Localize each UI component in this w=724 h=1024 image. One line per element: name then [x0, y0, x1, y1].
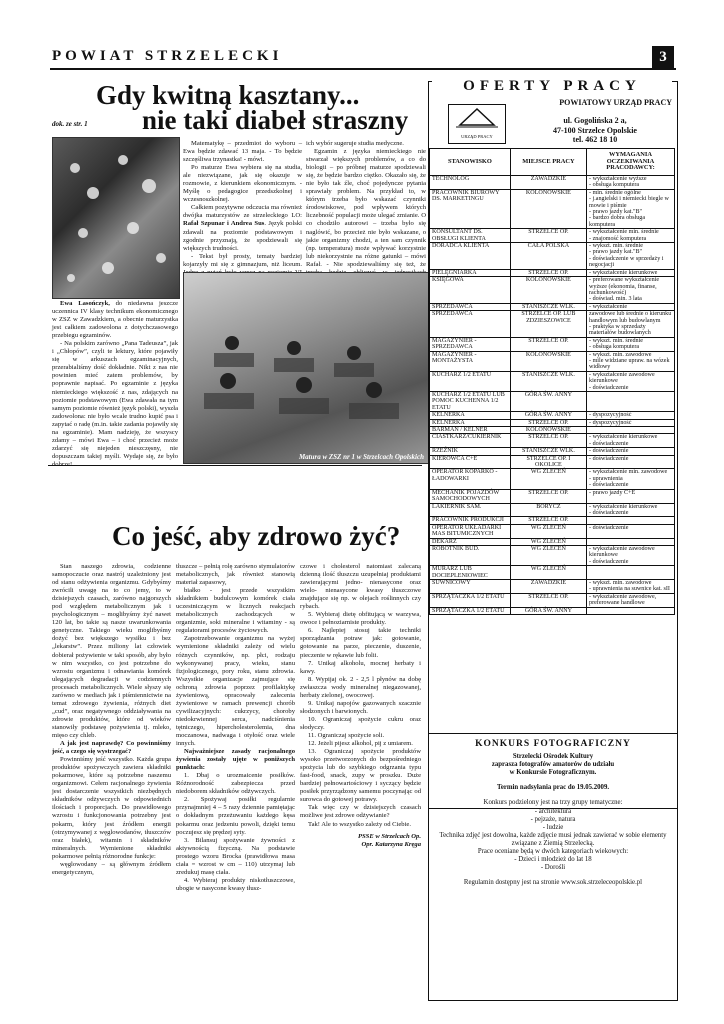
job-title-cell: MAGAZYNIER - MONTAŻYSTA: [430, 351, 511, 371]
paragraph: Po maturze Ewa wybiera się na studia, ale niezwiązane, jak się okazuje w rozmowie, z kierunkiem ekonomicznym. - Myślę o pedagogice przedszkolnej i wczesnoszkolnej.: [183, 164, 302, 204]
requirements-cell: - wykształcenie kierunkowe - doświadczenie: [587, 434, 675, 448]
requirements-cell: - wykszt. min. zawodowe - mile widziane upraw. na wózek widłowy: [587, 351, 675, 371]
column-header: STANOWISKO: [430, 149, 511, 176]
requirements-cell: - dyspozycyjność: [587, 412, 675, 419]
job-title-cell: KELNERKA: [430, 419, 511, 426]
paragraph: [183, 204, 302, 252]
list-item: 4. Wybieraj produkty niskotłuszczowe, ubogie w nasycone kwasy tłusz-: [176, 876, 295, 892]
table-row: [430, 517, 675, 524]
divider: [48, 465, 422, 466]
article2-column-2: [176, 563, 295, 893]
contest-topic: - pejzaże, natura: [530, 815, 576, 823]
contest-line1: zaprasza fotografów amatorów do udziału: [491, 761, 615, 769]
requirements-cell: - wykształcenie kierunkowe: [587, 269, 675, 276]
paragraph: Egzamin z języka niemieckiego nie stwarzał większych problemów, a co do biologii – po próbnej maturze spodziewali się, że będzie bardzo ciężko. Okazało się, że nie było tak źle, choć pojedyncze pytania sprawiały problem. Na przykład to, w którym trzeba było wskazać czynniki środowiskowe, pod wpływem których liczebność populacji może ulegać zmianie. O co chodziło autorowi – trzeba było się naglówić, bo przecież nie było wskazane, o jakie organizmy chodzi, a ten sam czynnik (np. temperatura) może wpływać korzystnie lub niekorzystnie na różne gatunki – mówi Rafał. - Nie spodziewaliśmy się też, że: [306, 148, 426, 268]
chestnut-blossom-icon: [53, 138, 179, 298]
paragraph: - Na polskim zarówno „Pana Tadeusza”, jak i „Chłopów”, czyli te lektury, które pojawiły się w arkuszach egzaminacyjnych, przerabialiśmy dość dokładnie. Nikt z nas nie powinien mieć zatem problemów, by poprawnie napisać. Po egzaminie z języka niemieckiego większość z nas, zdających na poziomie podstawowym (Ewa zdawała na tym samym poziomie również język polski), wyszła zadowolona: nie było wcale trudno kupić psa i zapytać o radę (m.in. takie zadania pojawiły się na egzaminie). Mam nadzieję, że wszyscy zdamy – mówi Ewa – i choć przecież może zdarzyć się niejeden nieszczęsny, nie dopuszczam takiej myśli. Wydaje się, że było: [52, 340, 178, 460]
paragraph: czowe i cholesterol natomiast zalecaną dzienną ilość tłuszczu uzupełniaj produktami zawierającymi jedno- nienasycone oraz wielo- nienasycone kwasy tłuszczowe znajdujące się np. w olejach roślinnych czy rybach.: [300, 563, 421, 611]
requirements-cell: - wykształcenie min. zawodowe - uprawnienia - doświadczenie: [587, 469, 675, 489]
job-title-cell: PRACOWNIK BIUROWY DS. MARKETINGU: [430, 189, 511, 228]
job-title-cell: MAGAZYNIER - SPRZEDAWCA: [430, 337, 511, 351]
section-title: POWIAT STRZELECKI: [52, 48, 283, 64]
workplace-cell: KOLONOWSKIE: [510, 277, 586, 304]
signature-line2: Opr. Katarzyna Kręga: [361, 840, 421, 848]
column-header: MIEJSCE PRACY: [510, 149, 586, 176]
table-row: [430, 189, 675, 228]
workplace-cell: STRZELCE OP. I OKOLICE: [510, 455, 586, 469]
photo-chestnut-blossom: [52, 137, 180, 299]
contest-organizer: Strzelecki Ośrodek Kultury: [512, 753, 594, 761]
requirements-cell: [587, 566, 675, 580]
requirements-cell: [587, 427, 675, 434]
requirements-cell: - min. średnie ogólne - j.angielski i niemiecki biegle w mowie i piśmie - prawo jazdy kat."B" - bardzo dobra obsługa komputera: [587, 189, 675, 228]
paragraph: białko - jest przede wszystkim składnikiem budulcowym komórek ciała uczestniczącym w licznych reakcjach metabolicznych zachodzących w organizmie, soki mineralne i witaminy - są regulatorami procesów życiowych.: [176, 587, 295, 635]
job-offers-table: [429, 148, 675, 615]
paragraph: Powinniśmy jeść wszystko. Każda grupa produktów spożywczych zawiera składniki pokarmowe, które są potrzebne naszemu organizmowi. Cełem racjonalnego żywienia jest dostarczenie wszystkich niezbędnych składników odżywczych w odpowiednich ilościach i proporcjach. Do prawidłowego wzrostu i funkcjonowania potrzebny jest pokarm, który jest źródłem energii (otrzymywanej z węglowodanów, tłuszczów oraz białek), witamin i składników mineralnych. Wymienione składniki pokarmowe pełnią różnorodne funkcje:: [52, 756, 171, 860]
paragraph: Tak więc czy w dzisiejszych czasach możliwe jest zdrowe odżywianie?: [300, 804, 421, 820]
requirements-cell: - wykszt. min. średnie - obsługa komputera: [587, 337, 675, 351]
requirements-cell: - wykształcenie min. średnie - znajomość komputera: [587, 229, 675, 243]
job-title-cell: DORADCA KLIENTA: [430, 243, 511, 270]
table-row: [430, 229, 675, 243]
workplace-cell: ZAWADZKIE: [510, 579, 586, 593]
office-logo: [448, 104, 506, 144]
article2-column-1: [52, 563, 171, 877]
address-line-2: 47-100 Strzelce Opolskie: [553, 125, 637, 135]
table-header-row: [430, 149, 675, 176]
job-title-cell: KIEROWCA C+E: [430, 455, 511, 469]
workplace-cell: KOLONOWSKIE: [510, 189, 586, 228]
table-row: [430, 469, 675, 489]
workplace-cell: WG ZLECEŃ: [510, 538, 586, 545]
workplace-cell: KOLONOWSKIE: [510, 427, 586, 434]
workplace-cell: STRZELCE OP.: [510, 489, 586, 503]
table-row: [430, 489, 675, 503]
paragraph: tłuszcze – pełnią rolę zarówno stymulatorów metabolicznych, jak również stanowią materiał zapasowy,: [176, 563, 295, 587]
job-title-cell: PIELĘGNIARKA: [430, 269, 511, 276]
table-row: [430, 427, 675, 434]
table-row: [430, 351, 675, 371]
requirements-cell: [587, 538, 675, 545]
requirements-cell: - wykształcenie zawodowe kierunkowe - doświadczenie: [587, 371, 675, 391]
list-item: 3. Bilansuj spożywanie żywności z aktywnością fizyczną. Na podstawie prostego wzoru Brocka (prawidłowa masa ciała = wzrost w cm – 110) utrzymaj lub zredukuj masę ciała.: [176, 836, 295, 876]
requirements-cell: - wykształcenie zawodowe, preferowane handlowe: [587, 593, 675, 607]
job-title-cell: BARMAN / KELNER: [430, 427, 511, 434]
requirements-cell: - wykształcenie kierunkowe - doświadczenie: [587, 503, 675, 517]
job-title-cell: LAKIERNIK SAM.: [430, 503, 511, 517]
job-title-cell: ROBOTNIK BUD.: [430, 545, 511, 565]
paragraph-text: do niedawna jeszcze uczennica IV klasy technikum ekonomicznego w ZSZ w Zawadzkiem, a obecnie maturzystka jest całkiem zadowolona z dotychczasowego przebiegu egzaminów.: [52, 300, 178, 340]
job-title-cell: MURARZ LUB DOCIEPLENIOWIEC: [430, 566, 511, 580]
requirements-cell: - wykszt. min. zawodowe - uprawnienia na suwnice kat. sII: [587, 579, 675, 593]
paragraph: Stan naszego zdrowia, codzienne samopoczucie oraz nastrój uzależniony jest od stanu odżywienia organizmu. Gdybyśmy zwrócili uwagę na to co jemy, to w dzisiejszych czasach, zarówno najgorszych pod względem metabolicznym jak i psychologicznym – moglibyśmy żyć nawet 120 lat, bo takie są nasze uwarunkowania genetyczne. Takiego wieku moglibyśmy dożyć bez większego wysiłku i bez „lekarstw”. Przez miliony lat człowiek dobierał pożywienie w taki sposób, aby było w nim wszystko, co jest potrzebne do wzrostu organizmu i odnawiania komórek ulegających degradacji w codziennych procesach metabolicznych. Wiele słyszy się zarówno w mediach jak i piśmiennictwie na temat zdrowego żywienia, różnych diet „cud”, oraz negatywnego oddziaływania na zdrowie produktów, które od wieków stanowiły podstawę pożywienia tj. mleko, mięso czy chleb.: [52, 563, 171, 739]
requirements-cell: [587, 517, 675, 524]
requirements-cell: - dyspozycyjność: [587, 419, 675, 426]
paragraph: węglowodany – są głównym źródłem energetycznym,: [52, 860, 171, 876]
job-title-cell: KUCHARZ 1/2 ETATU LUB POMOC KUCHENNA 1/2 ETATU: [430, 392, 511, 412]
job-title-cell: KONSULTANT DS. OBSŁUGI KLIENTA: [430, 229, 511, 243]
table-row: [430, 538, 675, 545]
workplace-cell: STRZELCE OP.: [510, 434, 586, 448]
list-item: 10. Ograniczaj spożycie cukru oraz słodyczy.: [300, 715, 421, 731]
requirements-cell: zawodowe lub średnie o kierunku handlowym lub budowlanym - praktyka w sprzedaży materiałów budowlanych: [587, 311, 675, 338]
requirements-cell: [587, 392, 675, 412]
subheading: A jak jest naprawdę? Co powinniśmy jeść, a czego się wystrzegać?: [52, 740, 171, 756]
job-title-cell: SUWNICOWY: [430, 579, 511, 593]
workplace-cell: STANISZCZE WLK.: [510, 303, 586, 310]
list-item: 8. Wypijaj ok. 2 - 2,5 l płynów na dobę zwłaszcza wody mineralnej niegazowanej, herbaty zielonej, owocowej.: [300, 675, 421, 699]
workplace-cell: STRZELCE OP.: [510, 229, 586, 243]
requirements-cell: - doświadczenie: [587, 448, 675, 455]
workplace-cell: BORYCZ: [510, 503, 586, 517]
workplace-cell: STRZELCE OP.: [510, 269, 586, 276]
workplace-cell: STRZELCE OP. LUB ZDZIESZOWICE: [510, 311, 586, 338]
table-row: [430, 371, 675, 391]
subheading: Najważniejsze zasady racjonalnego żywienia zostały ujęte w poniższych punktach:: [176, 748, 295, 772]
contest-line2: w Konkursie Fotograficznym.: [509, 769, 597, 777]
article2-column-3: [300, 563, 421, 849]
job-title-cell: SPRZEDAWCA: [430, 311, 511, 338]
contest-age-category: - Dzieci i młodzież do lat 18: [514, 856, 592, 864]
table-row: [430, 419, 675, 426]
workplace-cell: WG ZLECEŃ: [510, 566, 586, 580]
phone: tel. 462 18 10: [572, 135, 618, 144]
contest-age-category: - Dorośli: [540, 864, 566, 872]
contest-rules: Regulamin dostępny jest na stronie www.sok.strzeleceopolskie.pl: [463, 879, 643, 887]
job-title-cell: SPRZĄTACZKA 1/2 ETATU: [430, 607, 511, 614]
requirements-cell: - wykszt. min. średnie - prawo jazdy kat."B" - doświadczenie w sprzedaży i negocjacji: [587, 243, 675, 270]
article1-column-1: [52, 300, 178, 469]
job-title-cell: TECHNOLOG: [430, 176, 511, 190]
list-item: 9. Unikaj napojów gazowanych szacznie słodzonych i barwionych.: [300, 699, 421, 715]
job-title-cell: CIASTKARZ/CUKIERNIK: [430, 434, 511, 448]
paragraph: Tak! Ale to wszystko zależy od Ciebie.: [308, 820, 411, 828]
workplace-cell: STRZELCE OP.: [510, 593, 586, 607]
workplace-cell: GÓRA ŚW. ANNY: [510, 607, 586, 614]
requirements-cell: - doświadczenie: [587, 524, 675, 538]
table-row: [430, 392, 675, 412]
job-offers-title: OFERTY PRACY: [432, 78, 672, 95]
requirements-cell: - wykształcenie zawodowe kierunkowe - doświadczenie: [587, 545, 675, 565]
job-title-cell: KELNERKA: [430, 412, 511, 419]
person-name: Ewa Lasończyk,: [60, 300, 110, 307]
table-row: [430, 593, 675, 607]
workplace-cell: STANISZCZE WLK.: [510, 371, 586, 391]
paragraph: ich wybór sugeruje studia medyczne.: [306, 140, 404, 147]
column-header: WYMAGANIA OCZEKIWANIA PRACODAWCY:: [587, 149, 675, 176]
workplace-cell: CAŁA POLSKA: [510, 243, 586, 270]
signature-line1: PSSE w Strzelcach Op.: [357, 832, 421, 840]
table-row: [430, 277, 675, 304]
job-title-cell: RZEŹNIK: [430, 448, 511, 455]
job-offers-rows: [430, 176, 675, 615]
table-row: [430, 566, 675, 580]
contest-ages-intro: Prace oceniane będą w dwóch kategoriach wiekowych:: [477, 848, 629, 856]
photo-contest-box: [428, 733, 678, 1001]
workplace-cell: STRZELCE OP.: [510, 419, 586, 426]
table-row: [430, 311, 675, 338]
table-row: [430, 503, 675, 517]
article2-title: Co jeść, aby zdrowo żyć?: [112, 521, 401, 551]
job-title-cell: OPERATOR KOPARKO - ŁADOWARKI: [430, 469, 511, 489]
job-offers-table-wrap: [429, 148, 675, 615]
office-logo-text: URZĄD PRACY: [461, 134, 493, 139]
workplace-cell: STRZELCE OP.: [510, 517, 586, 524]
classroom-icon: [184, 273, 428, 463]
requirements-cell: - prawo jazdy C+E: [587, 489, 675, 503]
article1-title-line1: Gdy kwitną kasztany...: [96, 80, 360, 110]
job-title-cell: MECHANIK POJAZDÓW SAMOCHODOWYCH: [430, 489, 511, 503]
workplace-cell: GÓRA ŚW. ANNY: [510, 392, 586, 412]
job-title-cell: SPRZĄTACZKA 1/2 ETATU: [430, 593, 511, 607]
address-line-1: ul. Gogolińska 2 a,: [563, 116, 627, 125]
workplace-cell: WG ZLECEŃ: [510, 469, 586, 489]
workplace-cell: KOLONOWSKIE: [510, 351, 586, 371]
job-title-cell: DEKARZ: [430, 538, 511, 545]
photo-exam-room: [183, 272, 429, 464]
table-row: [430, 434, 675, 448]
requirements-cell: - preferowane wykształcenie wyższe (ekonomia, finanse, rachunkowość) - doświad. min. 3 lata: [587, 277, 675, 304]
page-number: 3: [652, 46, 674, 68]
table-row: [430, 545, 675, 565]
workplace-cell: STANISZCZE WLK.: [510, 448, 586, 455]
job-title-cell: KUCHARZ 1/2 ETATU: [430, 371, 511, 391]
requirements-cell: - wykształcenie wyższe - obsługa komputera: [587, 176, 675, 190]
table-row: [430, 412, 675, 419]
names: Rafał Szpunar i Andrea Sus: [183, 220, 265, 228]
workplace-cell: ZAWADZKIE: [510, 176, 586, 190]
requirements-cell: - wykształcenie: [587, 303, 675, 310]
workplace-cell: WG ZLECEŃ: [510, 524, 586, 538]
paragraph: Matematykę – przedmiot do wyboru – Ewa będzie zdawać 13 maja. - To będzie szczęśliwa trzynastka! - mówi.: [183, 140, 302, 164]
table-row: [430, 337, 675, 351]
list-item: 2. Spożywaj posiłki regularnie przynajmniej 4 – 5 razy dziennie pamiętając o dokładnym przeżuwaniu każdego kęsa pokarmu oraz jedzeniu powoli, dzięki temu poczujesz się prędzej syty.: [176, 796, 295, 836]
table-row: [430, 303, 675, 310]
workplace-cell: WG ZLECEŃ: [510, 545, 586, 565]
list-item: 6. Najlepiej stosuj takie techniki sporządzania potraw jak: gotowanie, gotowanie na parze, pieczenie, duszenie, pieczenie w rękawie lub folii.: [300, 627, 421, 659]
table-row: [430, 607, 675, 614]
contest-title: KONKURS FOTOGRAFICZNY: [475, 739, 631, 749]
photo-caption: Matura w ZSZ nr 1 w Strzelcach Opolskich: [298, 453, 424, 461]
table-row: [430, 455, 675, 469]
job-title-cell: KSIĘGOWA: [430, 277, 511, 304]
paragraph-text: Całkiem pozytywne odczucia ma również dwójka maturzystów ze strzeleckiego LO:: [183, 204, 302, 220]
contest-technique: Technika zdjęć jest dowolna, każde zdjęcie musi jednak zawierać w sobie elementy związane z Ziemią Strzelecką.: [439, 831, 667, 847]
job-title-cell: SPRZEDAWCA: [430, 303, 511, 310]
list-item: 5. Wybieraj dietę obfitującą w warzywa, owoce i pełnoziarniste produkty.: [300, 611, 421, 627]
table-row: [430, 269, 675, 276]
workplace-cell: STRZELCE OP.: [510, 337, 586, 351]
contest-intro: Konkurs podzielony jest na trzy grupy tematyczne:: [483, 799, 623, 807]
job-title-cell: OPERATOR UKŁADARKI MAS BITUMICZNYCH: [430, 524, 511, 538]
paragraph: [52, 300, 178, 340]
paragraph: - Tekst był prosty, tematy bardziej kojarzyły mi się z gimnazjum, niż liceum.: [183, 252, 302, 268]
requirements-cell: [587, 607, 675, 614]
job-title-cell: PRACOWNIK PRODUKCJI: [430, 517, 511, 524]
list-item: 1. Dbaj o urozmaicenie posiłków. Różnorodność zabezpiecza przed niedoborem składników odżywczych.: [176, 772, 295, 796]
continuation-note: dok. ze str. 1: [52, 120, 88, 128]
paragraph-text: . Język polski zdawali na poziomie podstawowym i zgodnie przyznają, że spodziewali się większych trudności.: [183, 220, 302, 252]
contest-topic: - ludzie: [542, 823, 564, 831]
contest-topic: - architektura: [534, 807, 572, 815]
header-rule: [50, 68, 676, 70]
table-row: [430, 524, 675, 538]
office-name: POWIATOWY URZĄD PRACY: [559, 98, 672, 107]
table-row: [430, 243, 675, 270]
list-item: 11. Ograniczaj spożycie soli.: [308, 731, 385, 739]
contest-deadline: Termin nadsyłania prac do 19.05.2009.: [496, 784, 610, 792]
requirements-cell: - doświadczenie: [587, 455, 675, 469]
article1-title-line2: nie taki diabeł straszny: [142, 105, 409, 135]
office-address: [520, 116, 670, 145]
list-item: 13. Ograniczaj spożycie produktów wysoko przetworzonych do bezpośredniego spożycia lub do szybkiego odgrzania typu fast-food, snack, zupy w proszku. Duże bardziej pełnowartościowy i syczący będzie posiłek przyrządzony samemu poczynając od surowca do gotowej potrawy.: [300, 748, 421, 804]
office-logo-icon: [450, 105, 504, 133]
workplace-cell: GÓRA ŚW. ANNY: [510, 412, 586, 419]
table-row: [430, 176, 675, 190]
list-item: 12. Jeżeli pijesz alkohol, pij z umiarem.: [308, 740, 413, 748]
table-row: [430, 448, 675, 455]
table-row: [430, 579, 675, 593]
list-item: 7. Unikaj alkoholu, mocnej herbaty i kawy.: [300, 659, 421, 675]
paragraph: Zapotrzebowanie organizmu na wyżej wymienione składniki zależy od wielu różnych czynników, np. płci, rodzaju wykonywanej pracy, wieku, stanu fizjologicznego, pory roku, stanu zdrowia. Wszystkie organizacje zajmujące się ochroną zdrowia poprzez profilaktykę żywieniową, opracowały zalecenia żywieniowe w ramach prewencji chorób cywilizacyjnych: cukrzycy, choroby niedokrwiennej serca, nadciśnienia tętniczego, hipercholesterolemia, dna moczanowa, nadwaga i otyłość oraz wiele innych.: [176, 635, 295, 748]
